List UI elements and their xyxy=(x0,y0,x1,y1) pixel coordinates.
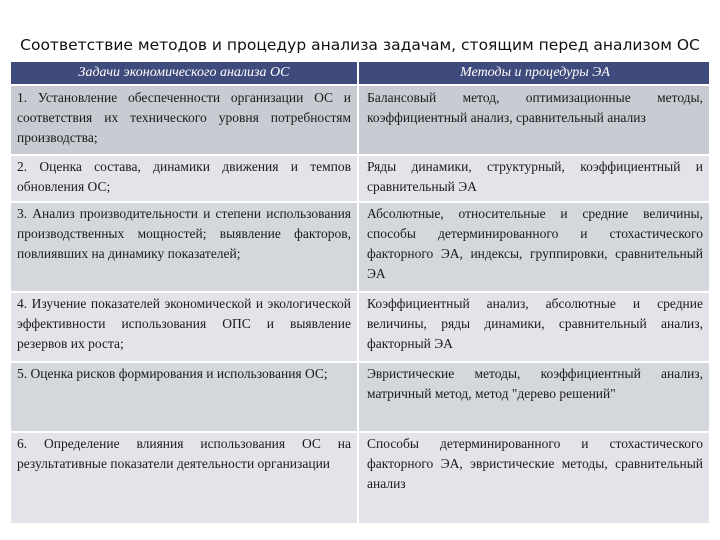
task-cell: 5. Оценка рисков формирования и использования ОС; xyxy=(11,363,359,431)
task-cell: 6. Определение влияния использования ОС на результативные показатели деятельности организации xyxy=(11,433,359,523)
table-row xyxy=(11,293,709,363)
methods-cell: Коэффициентный анализ, абсолютные и средние величины, ряды динамики, сравнительный анализ, факторный ЭА xyxy=(359,293,709,361)
task-cell: 3. Анализ производительности и степени использования производственных мощностей; выявление факторов, повлиявших на динамику показателей; xyxy=(11,203,359,291)
table-row xyxy=(11,86,709,156)
header-tasks: Задачи экономического анализа ОС xyxy=(11,62,359,84)
methods-cell: Абсолютные, относительные и средние величины, способы детерминированного и стохастического факторного ЭА, индексы, группировки, сравнительный ЭА xyxy=(359,203,709,291)
methods-cell: Эвристические методы, коэффициентный анализ, матричный метод, метод "дерево решений" xyxy=(359,363,709,431)
table-row xyxy=(11,433,709,525)
methods-table xyxy=(11,62,709,525)
methods-cell: Способы детерминированного и стохастического факторного ЭА, эвристические методы, сравнительный анализ xyxy=(359,433,709,523)
task-cell: 2. Оценка состава, динамики движения и темпов обновления ОС; xyxy=(11,156,359,201)
page-title: Соответствие методов и процедур анализа задачам, стоящим перед анализом ОС xyxy=(20,36,700,54)
task-cell: 4. Изучение показателей экономической и экологической эффективности использования ОПС и выявление резервов их роста; xyxy=(11,293,359,361)
task-cell: 1. Установление обеспеченности организации ОС и соответствия их технического уровня потребностям производства; xyxy=(11,86,359,154)
table-row xyxy=(11,203,709,293)
header-methods: Методы и процедуры ЭА xyxy=(359,62,709,84)
table-row xyxy=(11,156,709,203)
table-row xyxy=(11,363,709,433)
table-header-row xyxy=(11,62,709,86)
methods-cell: Балансовый метод, оптимизационные методы, коэффициентный анализ, сравнительный анализ xyxy=(359,86,709,154)
methods-cell: Ряды динамики, структурный, коэффициентный и сравнительный ЭА xyxy=(359,156,709,201)
